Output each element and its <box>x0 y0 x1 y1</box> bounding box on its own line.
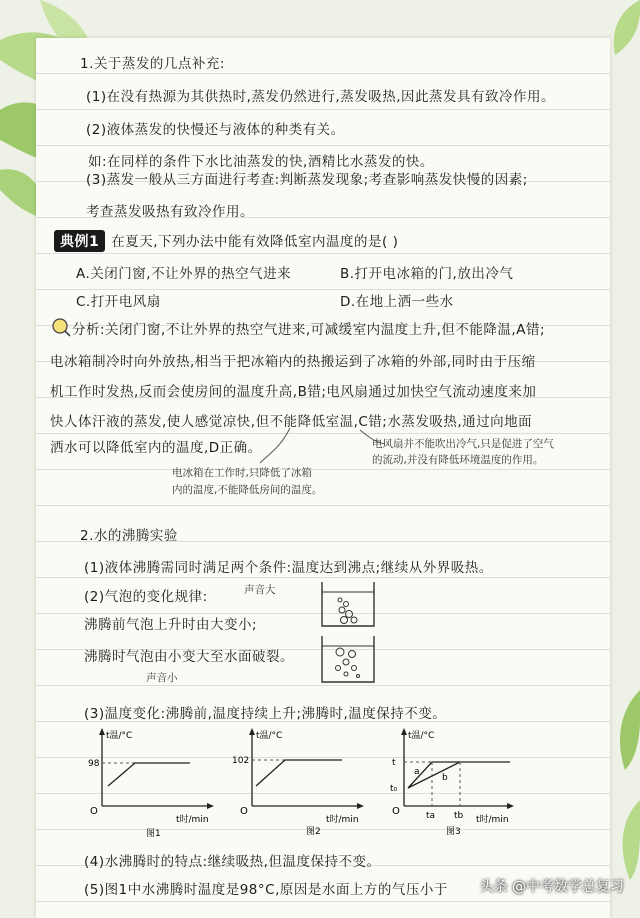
section1-point1: (1)在没有热源为其供热时,蒸发仍然进行,蒸发吸热,因此蒸发具有致冷作用。 <box>86 89 555 105</box>
section2-point4: (4)水沸腾时的特点:继续吸热,但温度保持不变。 <box>84 854 381 870</box>
example-question-line <box>54 230 398 252</box>
temperature-graphs <box>80 726 530 842</box>
graph3-tb-label: tb <box>454 811 464 821</box>
graph2-ylabel: t温/°C <box>256 731 283 741</box>
analysis-line1: 分析:关闭门窗,不让外界的热空气进来,可减缓室内温度上升,但不能降温,A错; <box>72 322 545 338</box>
graph2-xlabel: t时/min <box>326 815 359 825</box>
graph3-xlabel: t时/min <box>476 815 509 825</box>
fridge-note-line1: 电冰箱在工作时,只降低了冰箱 <box>172 467 312 479</box>
graph-1 <box>88 728 214 839</box>
section2-bubbles-during: 沸腾时气泡由小变大至水面破裂。 <box>84 649 294 665</box>
graph1-ylabel: t温/°C <box>106 731 133 741</box>
example-question: 在夏天,下列办法中能有效降低室内温度的是( ) <box>111 234 399 250</box>
analysis-line5: 洒水可以降低室内的温度,D正确。 <box>50 440 262 456</box>
section1-point3a: (3)蒸发一般从三方面进行考查:判断蒸发现象;考查影响蒸发快慢的因素; <box>86 172 528 188</box>
graph2-origin: O <box>240 806 248 817</box>
graph3-caption: 图3 <box>446 827 461 837</box>
section1-example-text: 如:在同样的条件下水比油蒸发的快,酒精比水蒸发的快。 <box>88 154 434 170</box>
graph1-origin: O <box>90 806 98 817</box>
option-a: A.关闭门窗,不让外界的热空气进来 <box>76 266 292 282</box>
graph1-boil-temp: 98 <box>88 759 100 769</box>
option-d: D.在地上洒一些水 <box>340 294 454 310</box>
option-c: C.打开电风扇 <box>76 294 161 310</box>
section2-point5: (5)图1中水沸腾时温度是98°C,原因是水面上方的气压小于 <box>84 882 448 898</box>
beaker-before-boiling-icon <box>318 580 378 630</box>
graph1-xlabel: t时/min <box>176 815 209 825</box>
graph3-t0-label: t₀ <box>390 784 398 794</box>
quiet-label: 声音小 <box>146 672 178 684</box>
graph3-ta-label: ta <box>426 811 436 821</box>
section2-point1: (1)液体沸腾需同时满足两个条件:温度达到沸点;继续从外界吸热。 <box>84 560 493 576</box>
beaker-boiling-icon <box>318 634 378 686</box>
fan-note-line2: 的流动,并没有降低环境温度的作用。 <box>372 454 544 466</box>
graph2-caption: 图2 <box>306 827 321 837</box>
watermark: 头条 @中考数学总复习 <box>479 879 624 895</box>
graph-2 <box>232 728 364 837</box>
section1-point2: (2)液体蒸发的快慢还与液体的种类有关。 <box>86 122 345 138</box>
graph3-line-a: a <box>414 767 420 777</box>
graph-3 <box>390 728 514 837</box>
loud-label: 声音大 <box>244 584 276 596</box>
analysis-line4: 快人体汗液的蒸发,使人感觉凉快,但不能降低室温,C错;水蒸发吸热,通过向地面 <box>50 414 533 430</box>
graph3-t-label: t <box>392 758 396 768</box>
graph3-line-b: b <box>442 773 448 783</box>
section2-point3: (3)温度变化:沸腾前,温度持续上升;沸腾时,温度保持不变。 <box>84 706 447 722</box>
section1-point3b: 考查蒸发吸热有致冷作用。 <box>86 204 254 220</box>
fridge-note-line2: 内的温度,不能降低房间的温度。 <box>172 484 323 496</box>
graph3-origin: O <box>392 806 400 817</box>
example-tag: 典例1 <box>54 230 105 252</box>
section1-title: 1.关于蒸发的几点补充: <box>80 56 225 72</box>
section2-point2: (2)气泡的变化规律: <box>84 589 208 605</box>
section2-title: 2.水的沸腾实验 <box>80 528 178 544</box>
analysis-line2: 电冰箱制冷时向外放热,相当于把冰箱内的热搬运到了冰箱的外部,同时由于压缩 <box>50 354 536 370</box>
option-b: B.打开电冰箱的门,放出冷气 <box>340 266 514 282</box>
magnifier-icon <box>50 316 72 338</box>
graph1-caption: 图1 <box>146 829 161 839</box>
section2-bubbles-before: 沸腾前气泡上升时由大变小; <box>84 617 258 633</box>
graph3-ylabel: t温/°C <box>408 731 435 741</box>
analysis-line3: 机工作时发热,反而会使房间的温度升高,B错;电风扇通过加快空气流动速度来加 <box>50 384 537 400</box>
graph2-boil-temp: 102 <box>232 756 250 766</box>
fan-note-line1: 电风扇并不能吹出冷气,只是促进了空气 <box>372 438 554 450</box>
